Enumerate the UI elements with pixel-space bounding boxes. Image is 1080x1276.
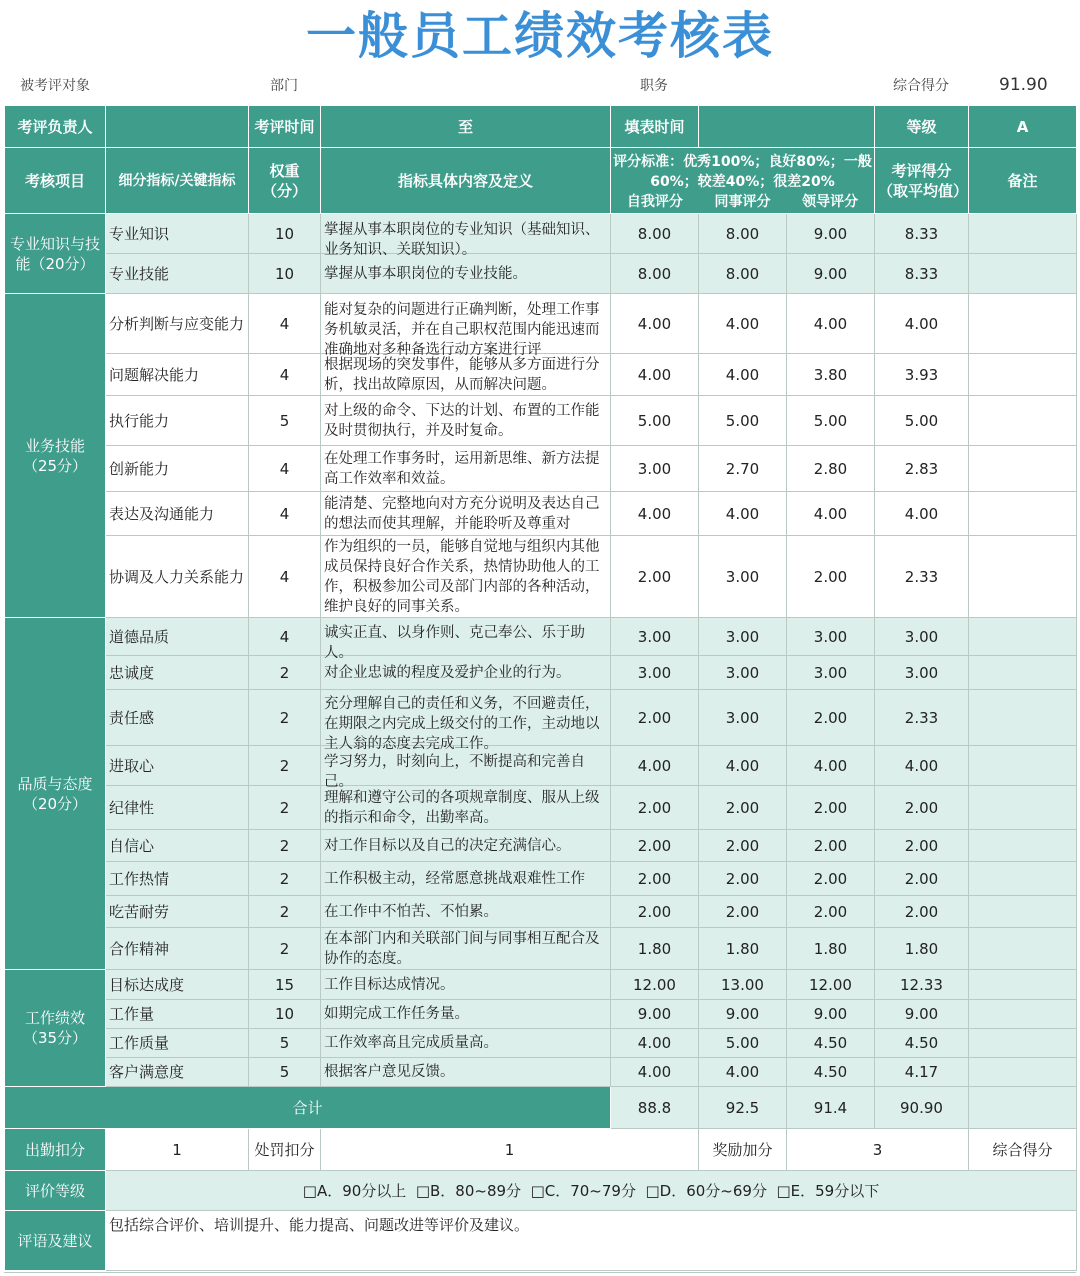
leader-score[interactable]: 2.00 <box>787 786 875 830</box>
peer-score[interactable]: 5.00 <box>699 396 787 446</box>
remark-cell[interactable] <box>969 746 1077 786</box>
indicator-definition-text: 对上级的命令、下达的计划、布置的工作能及时贯彻执行，并及时复命。 <box>324 402 600 439</box>
weight-value: 2 <box>249 656 321 690</box>
indicator-name: 表达及沟通能力 <box>106 492 249 536</box>
weight-value: 5 <box>249 1029 321 1058</box>
indicator-definition <box>321 928 611 970</box>
remark-cell[interactable] <box>969 254 1077 294</box>
remark-cell[interactable] <box>969 1058 1077 1087</box>
indicator-definition <box>321 1029 611 1058</box>
indicator-definition-text: 能对复杂的问题进行正确判断，处理工作事务机敏灵活，并在自己职权范围内能迅速而准确地对多种备选行动方案进行评 <box>324 301 600 358</box>
total-score-value: 91.90 <box>999 75 1048 95</box>
self-score[interactable]: 3.00 <box>611 446 699 492</box>
remark-cell[interactable] <box>969 970 1077 1000</box>
peer-score[interactable]: 4.00 <box>699 294 787 354</box>
final-score: 2.00 <box>875 830 969 862</box>
remark-cell[interactable] <box>969 1000 1077 1029</box>
table-row <box>5 536 1077 618</box>
self-score[interactable]: 4.00 <box>611 354 699 396</box>
indicator-definition-text: 对企业忠诚的程度及爱护企业的行为。 <box>324 664 571 681</box>
remark-cell[interactable] <box>969 396 1077 446</box>
table-row <box>5 1058 1077 1087</box>
weight-value: 2 <box>249 862 321 896</box>
leader-score-header: 领导评分 <box>802 194 859 210</box>
self-score[interactable]: 8.00 <box>611 254 699 294</box>
peer-score[interactable]: 5.00 <box>699 1029 787 1058</box>
self-score[interactable]: 4.00 <box>611 492 699 536</box>
indicator-definition <box>321 690 611 752</box>
weight-value: 10 <box>249 254 321 294</box>
penalty-deduction-value[interactable]: 1 <box>321 1129 699 1171</box>
remark-cell[interactable] <box>969 618 1077 656</box>
remark-cell[interactable] <box>969 446 1077 492</box>
self-score[interactable]: 9.00 <box>611 1000 699 1029</box>
indicator-definition-text: 如期完成工作任务量。 <box>324 1006 469 1022</box>
adjustments-row <box>5 1129 1077 1171</box>
table-row <box>5 830 1077 862</box>
indicator-definition-text: 根据客户意见反馈。 <box>324 1064 455 1080</box>
definition-header: 指标具体内容及定义 <box>321 148 611 214</box>
totals-label: 合计 <box>5 1087 611 1129</box>
weight-value: 2 <box>249 746 321 786</box>
bonus-value[interactable]: 3 <box>787 1129 969 1171</box>
indicator-definition-text: 掌握从事本职岗位的专业知识（基础知识、业务知识、关联知识）。 <box>324 221 600 258</box>
indicator-name: 合作精神 <box>106 928 249 970</box>
leader-score[interactable]: 9.00 <box>787 1000 875 1029</box>
table-row <box>5 354 1077 396</box>
indicator-definition-text: 工作积极主动，经常愿意挑战艰难性工作 <box>324 870 585 887</box>
peer-total: 92.5 <box>699 1087 787 1129</box>
indicator-name: 忠诚度 <box>106 656 249 690</box>
remark-cell[interactable] <box>969 214 1077 254</box>
weight-value: 5 <box>249 1058 321 1087</box>
total-score-label: 综合得分 <box>893 78 949 94</box>
group-label: 专业知识与技能（20分） <box>5 214 106 294</box>
group-label: 工作绩效（35分） <box>5 970 106 1087</box>
self-score[interactable]: 4.00 <box>611 294 699 354</box>
peer-score[interactable]: 2.00 <box>699 896 787 928</box>
peer-score[interactable]: 2.00 <box>699 862 787 896</box>
weight-value: 4 <box>249 536 321 618</box>
position-label: 职务 <box>640 78 668 94</box>
final-score: 3.93 <box>875 354 969 396</box>
peer-score[interactable]: 8.00 <box>699 214 787 254</box>
fill-time-value-cell[interactable] <box>699 106 875 148</box>
remark-cell[interactable] <box>969 294 1077 354</box>
peer-score[interactable]: 2.70 <box>699 446 787 492</box>
weight-value: 4 <box>249 492 321 536</box>
remark-cell[interactable] <box>969 862 1077 896</box>
leader-score[interactable]: 12.00 <box>787 970 875 1000</box>
final-score: 4.17 <box>875 1058 969 1087</box>
final-score: 2.33 <box>875 690 969 746</box>
remark-cell[interactable] <box>969 786 1077 830</box>
final-score: 2.00 <box>875 862 969 896</box>
fill-time-header: 填表时间 <box>611 106 699 148</box>
table-row <box>5 254 1077 294</box>
table-row <box>5 1029 1077 1058</box>
weight-value: 2 <box>249 928 321 970</box>
peer-score[interactable]: 3.00 <box>699 618 787 656</box>
indicator-definition <box>321 354 611 396</box>
weight-value: 15 <box>249 970 321 1000</box>
peer-score[interactable]: 2.00 <box>699 830 787 862</box>
indicator-name: 客户满意度 <box>106 1058 249 1087</box>
indicator-definition <box>321 446 611 492</box>
weight-value: 4 <box>249 446 321 492</box>
indicator-name: 工作量 <box>106 1000 249 1029</box>
evaluator-value-cell[interactable] <box>106 106 249 148</box>
department-label: 部门 <box>270 78 298 94</box>
leader-score[interactable]: 2.00 <box>787 690 875 746</box>
indicator-name: 专业知识 <box>106 214 249 254</box>
final-score: 5.00 <box>875 396 969 446</box>
table-row <box>5 214 1077 254</box>
subject-label: 被考评对象 <box>20 78 90 94</box>
remark-cell[interactable] <box>969 536 1077 618</box>
leader-score[interactable]: 4.00 <box>787 294 875 354</box>
self-score-header: 自我评分 <box>626 194 683 210</box>
peer-score-header: 同事评分 <box>714 194 771 210</box>
self-score[interactable]: 2.00 <box>611 830 699 862</box>
leader-score[interactable]: 4.50 <box>787 1029 875 1058</box>
self-score[interactable]: 4.00 <box>611 1029 699 1058</box>
weight-value: 4 <box>249 618 321 656</box>
indicator-definition-text: 理解和遵守公司的各项规章制度、服从上级的指示和命令，出勤率高。 <box>324 789 600 826</box>
table-bottom-border <box>4 1272 1076 1273</box>
appraisal-table <box>4 105 1077 1271</box>
peer-score[interactable]: 3.00 <box>699 656 787 690</box>
self-score[interactable]: 2.00 <box>611 896 699 928</box>
table-row <box>5 492 1077 536</box>
indicator-definition-text: 在本部门内和关联部门间与同事相互配合及协作的态度。 <box>324 930 600 967</box>
indicator-definition-text: 诚实正直、以身作则、克己奉公、乐于助人。 <box>324 624 585 661</box>
score-total: 90.90 <box>875 1087 969 1129</box>
table-row <box>5 928 1077 970</box>
indicator-definition <box>321 656 611 690</box>
item-header: 考核项目 <box>5 148 106 214</box>
self-score[interactable]: 3.00 <box>611 656 699 690</box>
leader-score[interactable]: 5.00 <box>787 396 875 446</box>
weight-value: 2 <box>249 786 321 830</box>
peer-score[interactable]: 9.00 <box>699 1000 787 1029</box>
table-row <box>5 786 1077 830</box>
leader-score[interactable]: 9.00 <box>787 254 875 294</box>
table-row <box>5 862 1077 896</box>
leader-score[interactable]: 2.00 <box>787 896 875 928</box>
final-score-header: 考评得分 （取平均值） <box>875 148 969 214</box>
indicator-definition <box>321 294 611 358</box>
indicator-definition-text: 能清楚、完整地向对方充分说明及表达自己的想法而使其理解，并能聆听及尊重对 <box>324 495 600 532</box>
self-score[interactable]: 2.00 <box>611 690 699 746</box>
criteria-header <box>611 148 875 214</box>
final-score: 8.33 <box>875 254 969 294</box>
table-row <box>5 690 1077 746</box>
remark-cell[interactable] <box>969 656 1077 690</box>
final-score: 2.33 <box>875 536 969 618</box>
leader-score[interactable]: 2.00 <box>787 862 875 896</box>
indicator-definition <box>321 1000 611 1029</box>
indicator-name: 道德品质 <box>106 618 249 656</box>
self-score[interactable]: 4.00 <box>611 746 699 786</box>
final-score: 12.33 <box>875 970 969 1000</box>
total-remark-cell <box>969 1087 1077 1129</box>
final-score: 9.00 <box>875 1000 969 1029</box>
remark-cell[interactable] <box>969 690 1077 746</box>
indicator-definition-text: 工作目标达成情况。 <box>324 976 455 993</box>
totals-row <box>5 1087 1077 1129</box>
indicator-definition <box>321 786 611 830</box>
indicator-definition-text: 工作效率高且完成质量高。 <box>324 1035 498 1051</box>
peer-score[interactable]: 3.00 <box>699 690 787 746</box>
penalty-deduction-label: 处罚扣分 <box>249 1129 321 1171</box>
leader-score[interactable]: 1.80 <box>787 928 875 970</box>
table-row <box>5 294 1077 354</box>
weight-value: 2 <box>249 896 321 928</box>
final-score: 2.83 <box>875 446 969 492</box>
self-score[interactable]: 5.00 <box>611 396 699 446</box>
table-row <box>5 618 1077 656</box>
indicator-definition-text: 掌握从事本职岗位的专业技能。 <box>324 265 527 282</box>
indicator-definition-text: 充分理解自己的责任和义务，不回避责任，在期限之内完成上级交付的工作，主动地以主人翁的态度去完成工作。 <box>324 695 600 752</box>
indicator-name: 责任感 <box>106 690 249 746</box>
indicator-definition-text: 作为组织的一员，能够自觉地与组织内其他成员保持良好合作关系，热情协助他人的工作，积极参加公司及部门内部的各种活动，维护良好的同事关系。 <box>324 538 600 615</box>
self-score[interactable]: 4.00 <box>611 1058 699 1087</box>
self-score[interactable]: 8.00 <box>611 214 699 254</box>
table-row <box>5 446 1077 492</box>
indicator-name: 分析判断与应变能力 <box>106 294 249 354</box>
bonus-label: 奖励加分 <box>699 1129 787 1171</box>
leader-total: 91.4 <box>787 1087 875 1129</box>
weight-value: 2 <box>249 830 321 862</box>
remark-cell[interactable] <box>969 1029 1077 1058</box>
indicator-name: 问题解决能力 <box>106 354 249 396</box>
leader-score[interactable]: 3.00 <box>787 618 875 656</box>
attendance-deduction-label: 出勤扣分 <box>5 1129 106 1171</box>
indicator-name: 工作热情 <box>106 862 249 896</box>
criteria-text: 评分标准：优秀100%；良好80%；一般60%；较差40%；很差20% <box>613 154 872 190</box>
weight-value: 10 <box>249 1000 321 1029</box>
final-score: 4.00 <box>875 294 969 354</box>
final-score: 4.00 <box>875 746 969 786</box>
leader-score[interactable]: 3.80 <box>787 354 875 396</box>
leader-score[interactable]: 3.00 <box>787 656 875 690</box>
evaluator-header: 考评负责人 <box>5 106 106 148</box>
final-score: 3.00 <box>875 656 969 690</box>
self-score[interactable]: 2.00 <box>611 862 699 896</box>
table-row <box>5 896 1077 928</box>
indicator-definition-text: 根据现场的突发事件，能够从多方面进行分析，找出故障原因，从而解决问题。 <box>324 356 600 393</box>
indicator-definition <box>321 254 611 294</box>
indicator-definition <box>321 746 611 790</box>
table-row <box>5 396 1077 446</box>
peer-score[interactable]: 1.80 <box>699 928 787 970</box>
peer-score[interactable]: 3.00 <box>699 536 787 618</box>
weight-value: 2 <box>249 690 321 746</box>
indicator-definition-text: 对工作目标以及自己的决定充满信心。 <box>324 837 571 854</box>
indicator-name: 纪律性 <box>106 786 249 830</box>
table-row <box>5 656 1077 690</box>
weight-value: 4 <box>249 354 321 396</box>
group-label: 品质与态度（20分） <box>5 618 106 970</box>
self-total: 88.8 <box>611 1087 699 1129</box>
indicator-header: 细分指标/关键指标 <box>106 148 249 214</box>
indicator-definition-text: 在处理工作事务时，运用新思维、新方法提高工作效率和效益。 <box>324 450 600 487</box>
self-score[interactable]: 3.00 <box>611 618 699 656</box>
indicator-name: 创新能力 <box>106 446 249 492</box>
weight-value: 4 <box>249 294 321 354</box>
indicator-definition <box>321 896 611 928</box>
final-score: 2.00 <box>875 896 969 928</box>
indicator-definition <box>321 396 611 446</box>
indicator-definition <box>321 536 611 618</box>
remark-cell[interactable] <box>969 928 1077 970</box>
indicator-definition <box>321 618 611 661</box>
grade-options[interactable]: □A．90分以上 □B．80~89分 □C．70~79分 □D．60分~69分 □E．59分以下 <box>106 1171 1077 1211</box>
remark-cell[interactable] <box>969 896 1077 928</box>
final-score: 1.80 <box>875 928 969 970</box>
page-title: 一般员工绩效考核表 <box>306 7 774 65</box>
indicator-definition-text: 在工作中不怕苦、不怕累。 <box>324 903 498 920</box>
indicator-name: 执行能力 <box>106 396 249 446</box>
grade-level-label: 评价等级 <box>5 1171 106 1211</box>
peer-score[interactable]: 4.00 <box>699 746 787 786</box>
indicator-name: 吃苦耐劳 <box>106 896 249 928</box>
peer-score[interactable]: 2.00 <box>699 786 787 830</box>
indicator-name: 自信心 <box>106 830 249 862</box>
final-score: 2.00 <box>875 786 969 830</box>
self-score[interactable]: 2.00 <box>611 786 699 830</box>
comment-row <box>5 1211 1077 1271</box>
remark-cell[interactable] <box>969 492 1077 536</box>
indicator-definition <box>321 970 611 1000</box>
period-to-header: 至 <box>321 106 611 148</box>
peer-score[interactable]: 4.00 <box>699 1058 787 1087</box>
table-row <box>5 1000 1077 1029</box>
indicator-definition <box>321 214 611 258</box>
leader-score[interactable]: 2.00 <box>787 536 875 618</box>
peer-score[interactable]: 13.00 <box>699 970 787 1000</box>
self-score[interactable]: 12.00 <box>611 970 699 1000</box>
weight-header: 权重 （分） <box>249 148 321 214</box>
final-score: 8.33 <box>875 214 969 254</box>
weight-value: 5 <box>249 396 321 446</box>
grade-row <box>5 1171 1077 1211</box>
leader-score[interactable]: 4.50 <box>787 1058 875 1087</box>
final-score: 4.00 <box>875 492 969 536</box>
indicator-definition <box>321 1058 611 1087</box>
table-row <box>5 746 1077 786</box>
leader-score[interactable]: 9.00 <box>787 214 875 254</box>
peer-score[interactable]: 4.00 <box>699 492 787 536</box>
peer-score[interactable]: 4.00 <box>699 354 787 396</box>
leader-score[interactable]: 2.80 <box>787 446 875 492</box>
indicator-name: 目标达成度 <box>106 970 249 1000</box>
leader-score[interactable]: 2.00 <box>787 830 875 862</box>
self-score[interactable]: 2.00 <box>611 536 699 618</box>
indicator-definition <box>321 492 611 536</box>
leader-score[interactable]: 4.00 <box>787 492 875 536</box>
final-score: 3.00 <box>875 618 969 656</box>
peer-score[interactable]: 8.00 <box>699 254 787 294</box>
final-total-label: 综合得分 <box>969 1129 1077 1171</box>
remark-header: 备注 <box>969 148 1077 214</box>
leader-score[interactable]: 4.00 <box>787 746 875 786</box>
grade-value: A <box>969 106 1077 148</box>
weight-value: 10 <box>249 214 321 254</box>
indicator-definition <box>321 830 611 862</box>
final-score: 4.50 <box>875 1029 969 1058</box>
indicator-name: 协调及人力关系能力 <box>106 536 249 618</box>
comment-text[interactable]: 包括综合评价、培训提升、能力提高、问题改进等评价及建议。 <box>106 1211 1077 1271</box>
self-score[interactable]: 1.80 <box>611 928 699 970</box>
comment-label: 评语及建议 <box>5 1211 106 1271</box>
indicator-definition <box>321 862 611 896</box>
indicator-definition-text: 学习努力，时刻向上，不断提高和完善自己。 <box>324 753 585 790</box>
indicator-name: 工作质量 <box>106 1029 249 1058</box>
remark-cell[interactable] <box>969 830 1077 862</box>
grade-header: 等级 <box>875 106 969 148</box>
attendance-deduction-value[interactable]: 1 <box>106 1129 249 1171</box>
table-row <box>5 970 1077 1000</box>
period-header: 考评时间 <box>249 106 321 148</box>
remark-cell[interactable] <box>969 354 1077 396</box>
group-label: 业务技能（25分） <box>5 294 106 618</box>
indicator-name: 进取心 <box>106 746 249 786</box>
indicator-name: 专业技能 <box>106 254 249 294</box>
